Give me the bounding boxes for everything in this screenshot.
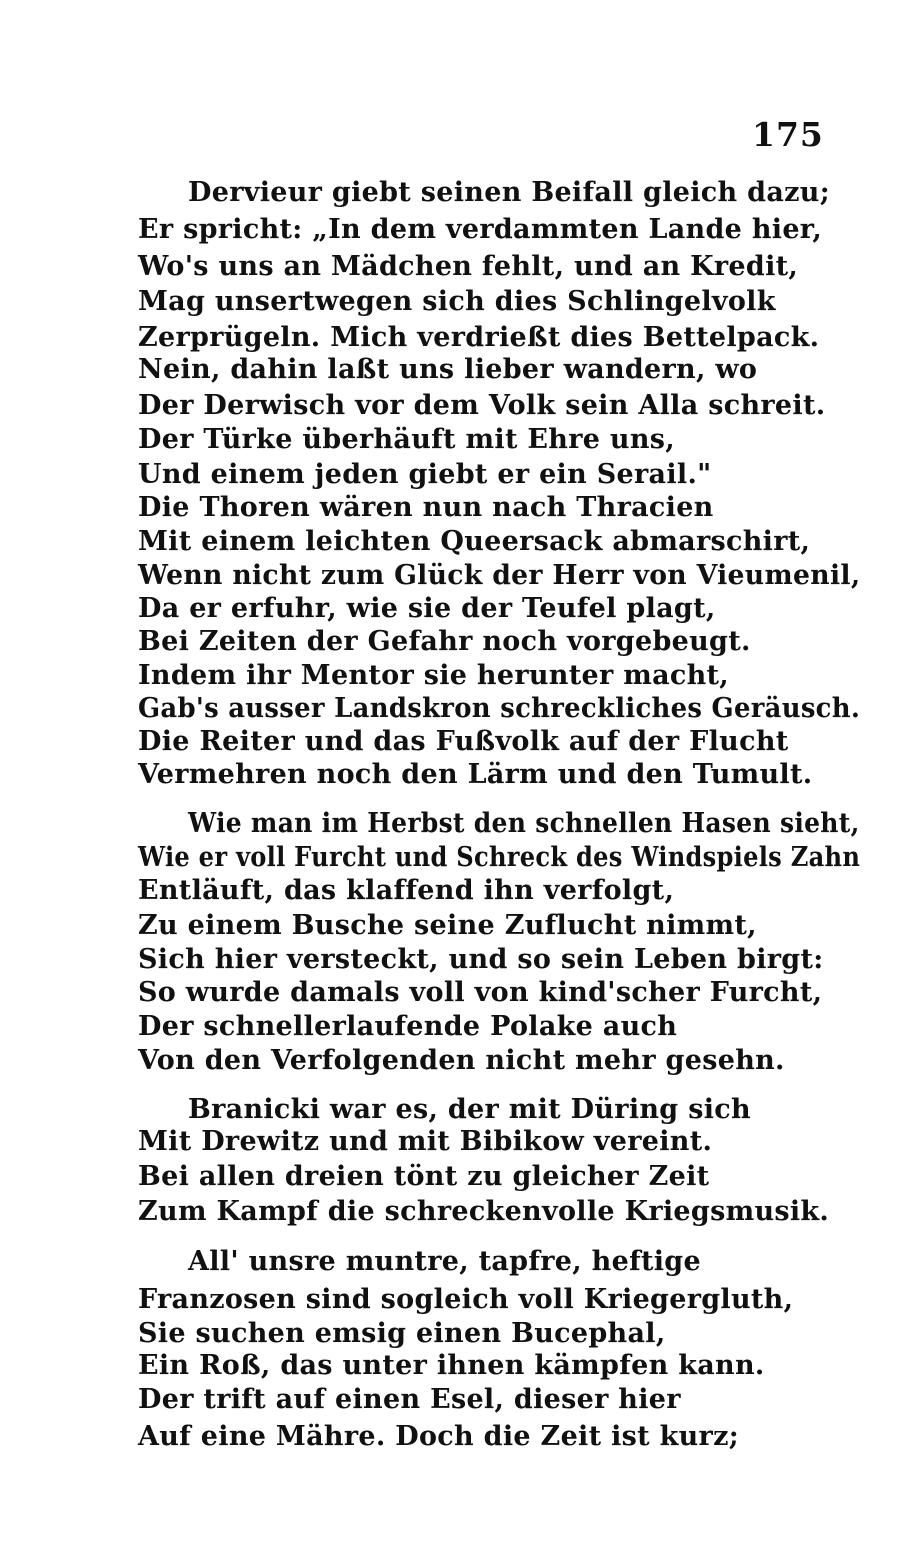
verse-line: Wie man im Herbst den schnellen Hasen sieht,: [188, 808, 860, 839]
verse-line: Gab's ausser Landskron schreckliches Geräusch.: [138, 693, 861, 724]
verse-line: Der Derwisch vor dem Volk sein Alla schreit.: [138, 390, 826, 421]
page-number: 175: [752, 115, 824, 154]
verse-line: Entläuft, das klaffend ihn verfolgt,: [138, 875, 675, 906]
verse-line: So wurde damals voll von kind'scher Furcht,: [138, 977, 823, 1008]
verse-line: Wenn nicht zum Glück der Herr von Vieumenil,: [138, 560, 861, 591]
verse-line: Sie suchen emsig einen Bucephal,: [138, 1318, 666, 1349]
verse-line: Nein, dahin laßt uns lieber wandern, wo: [138, 354, 758, 385]
verse-line: Der trift auf einen Esel, dieser hier: [138, 1384, 681, 1415]
verse-line: Bei allen dreien tönt zu gleicher Zeit: [138, 1161, 710, 1192]
verse-line: Er spricht: „In dem verdammten Lande hier,: [138, 214, 823, 245]
verse-line: Zum Kampf die schreckenvolle Kriegsmusik.: [138, 1196, 830, 1227]
verse-line: Sich hier versteckt, und so sein Leben birgt:: [138, 944, 824, 975]
verse-line: Auf eine Mähre. Doch die Zeit ist kurz;: [138, 1421, 739, 1452]
verse-line: Mag unsertwegen sich dies Schlingelvolk: [138, 286, 776, 317]
verse-line: Mit Drewitz und mit Bibikow vereint.: [138, 1126, 713, 1157]
verse-line: Bei Zeiten der Gefahr noch vorgebeugt.: [138, 626, 751, 657]
verse-line: Zu einem Busche seine Zuflucht nimmt,: [138, 910, 757, 941]
verse-line: Der schnellerlaufende Polake auch: [138, 1011, 678, 1042]
verse-line: Dervieur giebt seinen Beifall gleich dazu;: [188, 177, 830, 208]
verse-line: Die Thoren wären nun nach Thracien: [138, 492, 714, 523]
verse-line: Wie er voll Furcht und Schreck des Windspiels Zahn: [138, 842, 861, 873]
verse-line: Zerprügeln. Mich verdrießt dies Bettelpack.: [138, 322, 820, 353]
verse-line: Wo's uns an Mädchen fehlt, und an Kredit,: [138, 251, 799, 282]
verse-line: Vermehren noch den Lärm und den Tumult.: [138, 759, 813, 790]
verse-line: Und einem jeden giebt er ein Serail.": [138, 459, 712, 490]
verse-line: Indem ihr Mentor sie herunter macht,: [138, 660, 730, 691]
verse-line: Branicki war es, der mit Düring sich: [188, 1094, 751, 1125]
verse-line: Franzosen sind sogleich voll Kriegergluth,: [138, 1284, 794, 1315]
verse-line: Von den Verfolgenden nicht mehr gesehn.: [138, 1045, 785, 1076]
verse-line: Ein Roß, das unter ihnen kämpfen kann.: [138, 1350, 765, 1381]
verse-line: Mit einem leichten Queersack abmarschirt,: [138, 526, 811, 557]
verse-line: Da er erfuhr, wie sie der Teufel plagt,: [138, 593, 716, 624]
verse-line: Der Türke überhäuft mit Ehre uns,: [138, 424, 675, 455]
verse-line: All' unsre muntre, tapfre, heftige: [188, 1246, 701, 1277]
verse-line: Die Reiter und das Fußvolk auf der Flucht: [138, 726, 789, 757]
